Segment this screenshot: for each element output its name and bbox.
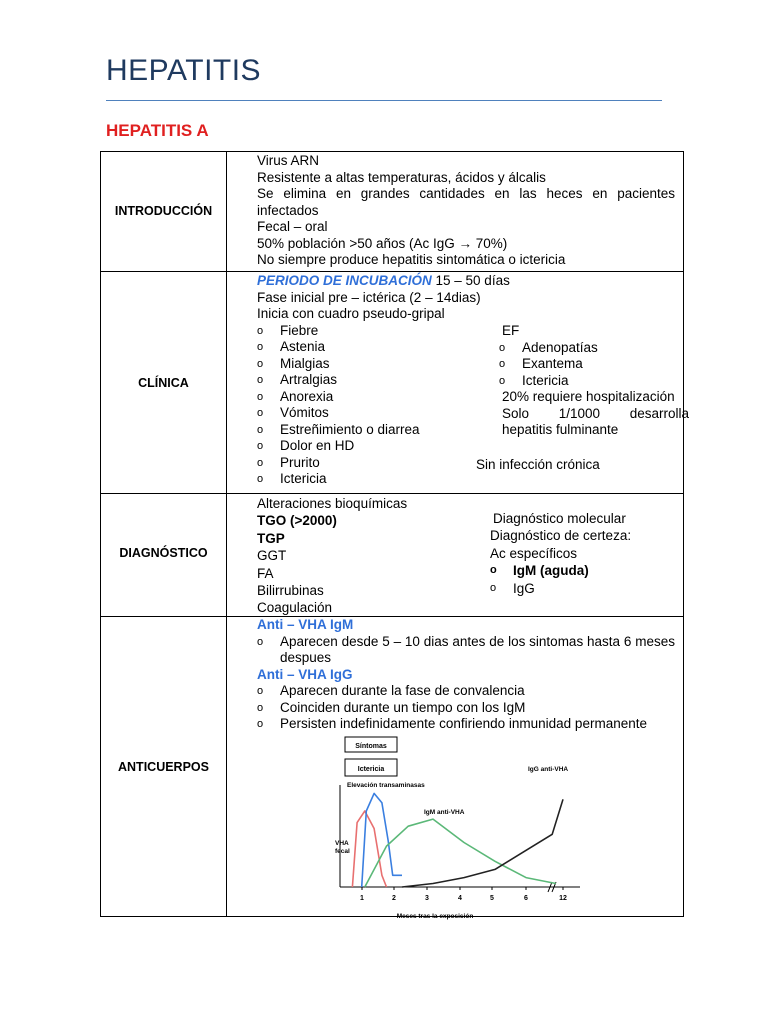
list-item: o Coinciden durante un tiempo con los IgM	[257, 700, 675, 717]
igg-curve-label: IgG anti-VHA	[528, 766, 569, 773]
diagnostico-right	[490, 510, 652, 597]
list-item: o Anorexia	[257, 389, 675, 406]
document-title: HEPATITIS	[106, 54, 262, 87]
fulminant-text: Solo 1/1000 desarrolla hepatitis fulminante	[502, 405, 689, 437]
anticuerpos-content	[257, 617, 675, 733]
list-item: o Aparecen desde 5 – 10 dias antes de los sintomas hasta 6 meses despues	[257, 634, 675, 667]
list-item: o Vómitos	[257, 405, 675, 422]
hospitalization-text: 20% requiere hospitalización	[502, 389, 675, 404]
intro-content	[257, 153, 675, 269]
list-item: o Artralgias	[257, 372, 675, 389]
x-tick-label: 12	[559, 895, 567, 902]
list-item: o Astenia	[257, 339, 675, 356]
clinica-line: Fase inicial pre – ictérica (2 – 14dias)	[257, 289, 481, 305]
list-item: o Estreñimiento o diarrea	[257, 422, 675, 439]
transaminase-label: Elevación transaminasas	[347, 782, 425, 789]
list-item: o Fiebre	[257, 323, 675, 340]
section-title: HEPATITIS A	[106, 121, 209, 140]
list-item: o IgM (aguda)	[490, 562, 652, 579]
diag-right-line: Ac específicos	[490, 545, 578, 561]
list-item: o Adenopatías	[499, 340, 689, 357]
x-tick-label: 4	[458, 895, 462, 902]
ef-title: EF	[502, 323, 520, 338]
antibody-chart	[330, 730, 592, 920]
x-tick-label: 6	[524, 895, 528, 902]
chronic-text: Sin infección crónica	[476, 457, 600, 472]
list-item: o Aparecen durante la fase de convalencia	[257, 683, 675, 700]
clinica-line: Inicia con cuadro pseudo-gripal	[257, 306, 445, 321]
series-line-0	[352, 811, 386, 887]
row-label-anticuerpos: ANTICUERPOS	[118, 760, 209, 774]
x-tick-label: 5	[490, 895, 494, 902]
ef-column	[499, 323, 689, 439]
x-axis-label: Meses tras la exposición	[396, 913, 474, 920]
igg-title: Anti – VHA IgG	[257, 666, 353, 682]
fecal-label: fecal	[335, 848, 350, 855]
row-label-clinica: CLÍNICA	[138, 376, 189, 390]
diag-right-line: Diagnóstico de certeza:	[490, 528, 632, 544]
diag-line: GGT	[257, 548, 287, 564]
jaundice-box-label: Ictericia	[357, 766, 385, 773]
diag-line: FA	[257, 565, 274, 581]
incubation-line	[257, 273, 675, 290]
x-tick-label: 3	[425, 895, 429, 902]
list-item: o Ictericia	[257, 471, 675, 488]
row-divider	[101, 271, 683, 272]
intro-line: Resistente a altas temperaturas, ácidos y álcalis	[257, 169, 546, 185]
intro-line: Se elimina en grandes cantidades en las heces en pacientes infectados	[257, 186, 675, 218]
x-tick-label: 1	[360, 895, 364, 902]
igm-curve-label: IgM anti-VHA	[424, 809, 465, 816]
list-item: o Mialgias	[257, 356, 675, 373]
diag-line: Bilirrubinas	[257, 583, 324, 599]
title-underline	[106, 100, 662, 101]
row-label-intro: INTRODUCCIÓN	[114, 204, 213, 218]
igm-title: Anti – VHA IgM	[257, 617, 354, 632]
list-item: o IgG	[490, 580, 652, 597]
intro-line: Fecal – oral	[257, 219, 328, 234]
diagnostico-left	[257, 495, 477, 617]
symptoms-box-label: Síntomas	[355, 743, 387, 750]
intro-line: Virus ARN	[257, 153, 320, 168]
diag-line: Alteraciones bioquímicas	[257, 496, 408, 511]
column-divider	[226, 152, 227, 916]
list-item: o Ictericia	[499, 373, 689, 390]
row-label-diagnostico: DIAGNÓSTICO	[119, 546, 208, 560]
series-line-2	[365, 819, 556, 887]
row-divider	[101, 493, 683, 494]
diag-line: Coagulación	[257, 600, 333, 616]
list-item: o Exantema	[499, 356, 689, 373]
diag-line: TGP	[257, 530, 285, 546]
incubation-label: PERIODO DE INCUBACIÓN	[257, 273, 432, 288]
list-item: o Persisten indefinidamente confiriendo inmunidad permanente	[257, 716, 675, 733]
list-item: o Prurito	[257, 455, 675, 472]
intro-line: 50% población >50 años (Ac IgG → 70%)	[257, 235, 508, 251]
list-item: o Dolor en HD	[257, 438, 675, 455]
diag-line: TGO (>2000)	[257, 513, 337, 529]
fecal-label: VHA	[335, 840, 349, 847]
intro-line: No siempre produce hepatitis sintomática o ictericia	[257, 252, 566, 267]
incubation-value: 15 – 50 días	[431, 273, 510, 288]
x-tick-label: 2	[392, 895, 396, 902]
diag-right-line: Diagnóstico molecular	[493, 511, 626, 526]
